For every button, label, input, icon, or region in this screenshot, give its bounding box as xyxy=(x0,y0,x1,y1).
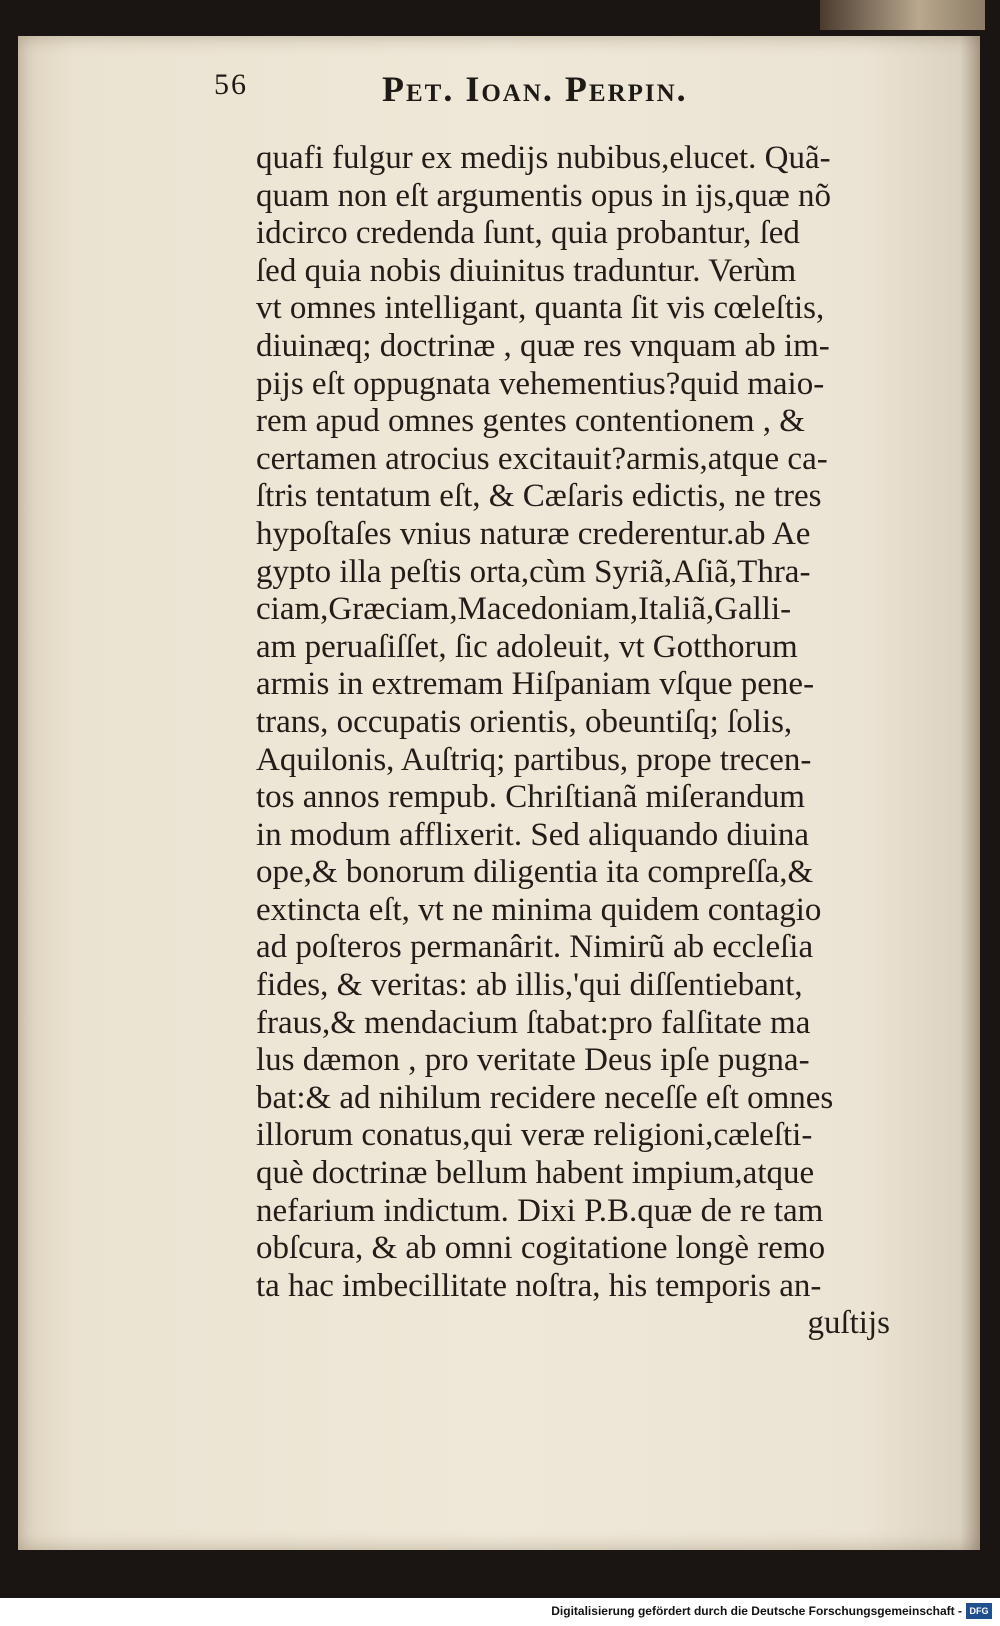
page-number: 56 xyxy=(214,68,248,101)
catchword: guſtijs xyxy=(807,1305,890,1342)
text-line: rem apud omnes gentes contentionem , & xyxy=(256,403,805,440)
text-line: armis in extremam Hiſpaniam vſque pene- xyxy=(256,666,815,703)
text-line: nefarium indictum. Dixi P.B.quæ de re tam xyxy=(256,1192,824,1229)
text-line: in modum afflixerit. Sed aliquando diuina xyxy=(256,816,809,853)
text-line: ad poſteros permanârit. Nimirũ ab eccleſia xyxy=(256,929,814,966)
adjacent-page-edge xyxy=(820,0,985,30)
running-title: Pet. Ioan. Perpin. xyxy=(382,69,688,109)
text-line: lus dæmon , pro veritate Deus ipſe pugna- xyxy=(256,1042,810,1079)
body-text xyxy=(256,140,896,1343)
text-line: illorum conatus,qui veræ religioni,cæleſti- xyxy=(256,1117,813,1154)
text-line: diuinæq; doctrinæ , quæ res vnquam ab im- xyxy=(256,327,830,364)
funding-credit: Digitalisierung gefördert durch die Deutsche Forschungsgemeinschaft - xyxy=(551,1604,962,1618)
text-line: am peruaſiſſet, ſic adoleuit, vt Gotthorum xyxy=(256,628,798,665)
text-line: quam non eſt argumentis opus in ijs,quæ nõ xyxy=(256,177,832,214)
text-line: fraus,& mendacium ſtabat:pro falſitate ma xyxy=(256,1004,811,1041)
text-line: ta hac imbecillitate noſtra, his temporis an- xyxy=(256,1267,822,1304)
text-line: obſcura, & ab omni cogitatione longè remo xyxy=(256,1230,826,1267)
text-line: quafi fulgur ex medijs nubibus,elucet. Quã- xyxy=(256,140,831,176)
dfg-logo: DFG xyxy=(966,1603,992,1619)
text-line: tos annos rempub. Chriſtianã miſerandum xyxy=(256,779,805,816)
text-line: gypto illa peſtis orta,cùm Syriã,Aſiã,Thra- xyxy=(256,553,811,590)
text-line: ſtris tentatum eſt, & Cæſaris edictis, ne tres xyxy=(256,478,822,515)
text-line: Aquilonis, Auſtriq; partibus, prope trecen- xyxy=(256,741,812,778)
text-line: pijs eſt oppugnata vehementius?quid maio- xyxy=(256,365,825,402)
text-line: extincta eſt, vt ne minima quidem contagio xyxy=(256,891,822,928)
text-line: trans, occupatis orientis, obeuntiſq; ſolis, xyxy=(256,703,793,740)
text-line: vt omnes intelligant, quanta ſit vis cœleſtis, xyxy=(256,290,825,327)
text-line: fides, & veritas: ab illis,'qui diſſentiebant, xyxy=(256,967,803,1004)
text-line: certamen atrocius excitauit?armis,atque ca- xyxy=(256,440,828,477)
text-line: bat:& ad nihilum recidere neceſſe eſt omnes xyxy=(256,1079,834,1116)
text-line: idcirco credenda ſunt, quia probantur, ſed xyxy=(256,215,800,252)
text-line: ope,& bonorum diligentia ita compreſſa,& xyxy=(256,854,814,891)
page-edge-shadow xyxy=(960,36,980,1550)
text-line: ſed quia nobis diuinitus traduntur. Verùm xyxy=(256,252,797,289)
text-line: hypoſtaſes vnius naturæ crederentur.ab Ae xyxy=(256,515,811,552)
page-header xyxy=(214,68,914,110)
text-line: què doctrinæ bellum habent impium,atque xyxy=(256,1155,815,1192)
footer-bar xyxy=(0,1598,1000,1626)
text-line: ciam,Græciam,Macedoniam,Italiã,Galli- xyxy=(256,591,792,628)
